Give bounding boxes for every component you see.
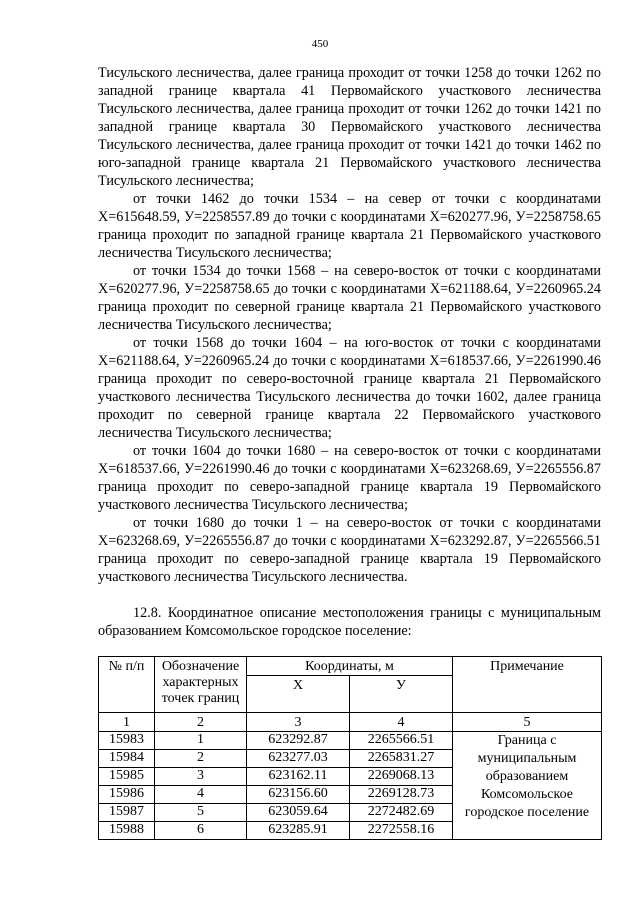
row-x: 623059.64 (247, 804, 350, 822)
paragraph: от точки 1534 до точки 1568 – на северо-восток от точки с координатами X=620277.96, У=2258758.65 до точки с координатами X=621188.64, У=2260965.24 граница проходит по северной границе квартала 21 Первомайского участкового лесничества Тисульского лесничества; (98, 263, 601, 333)
header-x: X (247, 676, 350, 713)
row-point: 1 (155, 732, 247, 750)
paragraph: от точки 1568 до точки 1604 – на юго-восток от точки с координатами X=621188.64, У=2260965.24 до точки с координатами X=618537.66, У=2261990.46 граница проходит по северо-восточной границе квартала 21 Первомайского участкового лесничества Тисульского лесничества до точки 1602, далее граница проходит по северной границе квартала 22 Первомайского участкового лесничества Тисульского лесничества; (98, 335, 601, 441)
header-note: Примечание (453, 657, 602, 713)
row-y: 2265566.51 (350, 732, 453, 750)
column-number: 3 (247, 713, 350, 732)
table-row (99, 732, 602, 750)
row-y: 2272482.69 (350, 804, 453, 822)
header-y: У (350, 676, 453, 713)
paragraph: от точки 1462 до точки 1534 – на север от точки с координатами X=615648.59, У=2258557.89 до точки с координатами X=620277.96, У=2258758.65 граница проходит по западной границе квартала 21 Первомайского участкового лесничества Тисульского лесничества; (98, 191, 601, 261)
row-x: 623277.03 (247, 750, 350, 768)
row-num: 15984 (99, 750, 155, 768)
header-designation: Обозначение характерных точек границ (155, 657, 247, 713)
row-y: 2269128.73 (350, 786, 453, 804)
header-coordinates: Координаты, м (247, 657, 453, 676)
row-point: 5 (155, 804, 247, 822)
row-y: 2269068.13 (350, 768, 453, 786)
header-num: № п/п (99, 657, 155, 713)
paragraph: от точки 1604 до точки 1680 – на северо-восток от точки с координатами X=618537.66, У=2261990.46 до точки с координатами X=623268.69, У=2265556.87 граница проходит по северо-западной границе квартала 19 Первомайского участкового лесничества Тисульского лесничества; (98, 443, 601, 513)
row-y: 2272558.16 (350, 822, 453, 840)
section-heading: 12.8. Координатное описание местоположения границы с муниципальным образованием Комсомольское городское поселение: (98, 605, 601, 639)
row-y: 2265831.27 (350, 750, 453, 768)
column-number: 1 (99, 713, 155, 732)
row-note: Граница с муниципальным образованием Комсомольское городское поселение (453, 732, 602, 840)
page-number: 450 (311, 38, 329, 50)
row-num: 15987 (99, 804, 155, 822)
row-point: 2 (155, 750, 247, 768)
row-num: 15988 (99, 822, 155, 840)
row-point: 6 (155, 822, 247, 840)
column-number: 4 (350, 713, 453, 732)
coordinates-table (98, 656, 602, 840)
paragraph: Тисульского лесничества, далее граница проходит от точки 1258 до точки 1262 по западной границе квартала 41 Первомайского участкового лесничества Тисульского лесничества, далее граница проходит от точки 1262 до точки 1421 по западной границе квартала 30 Первомайского участкового лесничества Тисульского лесничества, далее граница проходит от точки 1421 до точки 1462 по юго-западной границе квартала 21 Первомайского участкового лесничества Тисульского лесничества; (98, 65, 601, 189)
row-x: 623162.11 (247, 768, 350, 786)
row-point: 3 (155, 768, 247, 786)
row-x: 623156.60 (247, 786, 350, 804)
paragraph: от точки 1680 до точки 1 – на северо-восток от точки с координатами X=623268.69, У=2265556.87 до точки с координатами X=623292.87, У=2265566.51 граница проходит по северо-западной границе квартала 19 Первомайского участкового лесничества Тисульского лесничества. (98, 515, 601, 585)
row-num: 15983 (99, 732, 155, 750)
body-text (98, 64, 601, 586)
row-x: 623292.87 (247, 732, 350, 750)
row-num: 15985 (99, 768, 155, 786)
row-x: 623285.91 (247, 822, 350, 840)
row-point: 4 (155, 786, 247, 804)
row-num: 15986 (99, 786, 155, 804)
column-number: 5 (453, 713, 602, 732)
column-number: 2 (155, 713, 247, 732)
